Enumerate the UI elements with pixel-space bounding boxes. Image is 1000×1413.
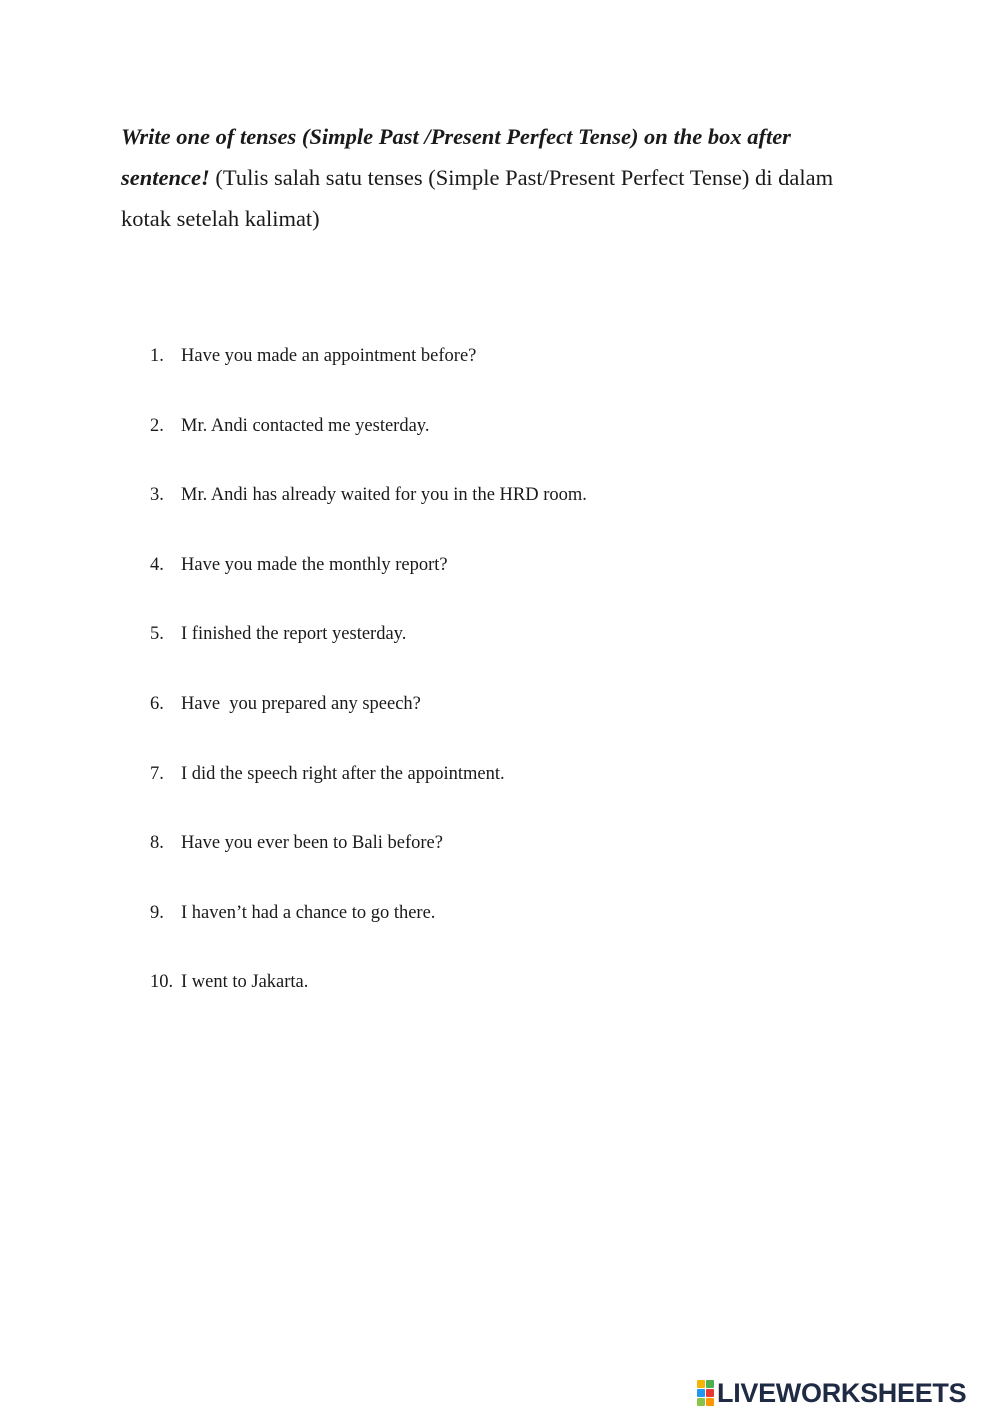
question-text: Have you ever been to Bali before? (181, 833, 443, 854)
instruction-paragraph (121, 116, 881, 239)
question-item (150, 898, 587, 968)
question-number: 10. (150, 972, 174, 993)
logo-square (697, 1389, 705, 1397)
question-item (150, 480, 587, 550)
question-item (150, 619, 587, 689)
question-number: 2. (150, 415, 164, 436)
question-item (150, 341, 587, 411)
logo-text: LIVEWORKSHEETS (717, 1378, 967, 1408)
question-text: I haven’t had a chance to go there. (181, 902, 436, 923)
logo-square (706, 1389, 714, 1397)
question-number: 9. (150, 902, 164, 923)
question-text: Mr. Andi has already waited for you in the HRD room. (181, 485, 587, 506)
question-text: Have you prepared any speech? (181, 693, 421, 714)
question-item (150, 759, 587, 829)
question-item (150, 689, 587, 759)
question-number: 4. (150, 554, 164, 575)
question-list (150, 341, 587, 1037)
question-number: 7. (150, 763, 164, 784)
logo-square (697, 1398, 705, 1406)
question-text: I finished the report yesterday. (181, 624, 407, 645)
question-item (150, 411, 587, 481)
question-number: 6. (150, 693, 164, 714)
liveworksheets-logo (697, 1380, 966, 1406)
question-item (150, 828, 587, 898)
logo-square (706, 1398, 714, 1406)
liveworksheets-logo-icon (697, 1380, 714, 1406)
question-text: I did the speech right after the appointment. (181, 763, 505, 784)
question-item (150, 550, 587, 620)
question-text: Mr. Andi contacted me yesterday. (181, 415, 430, 436)
instruction-indonesian: (Tulis salah satu tenses (Simple Past/Present Perfect Tense) di dalam kotak setelah kalimat) (121, 165, 834, 231)
question-text: Have you made an appointment before? (181, 346, 477, 366)
question-number: 5. (150, 624, 164, 645)
logo-square (697, 1380, 705, 1388)
logo-square (706, 1380, 714, 1388)
question-number: 8. (150, 833, 164, 854)
question-number: 3. (150, 485, 164, 506)
question-number: 1. (150, 346, 164, 366)
question-text: Have you made the monthly report? (181, 554, 448, 575)
question-text: I went to Jakarta. (181, 972, 309, 993)
instruction-english: Write one of tenses (Simple Past /Present Perfect Tense) on the box after sentence! (121, 124, 791, 190)
question-item (150, 967, 587, 1037)
